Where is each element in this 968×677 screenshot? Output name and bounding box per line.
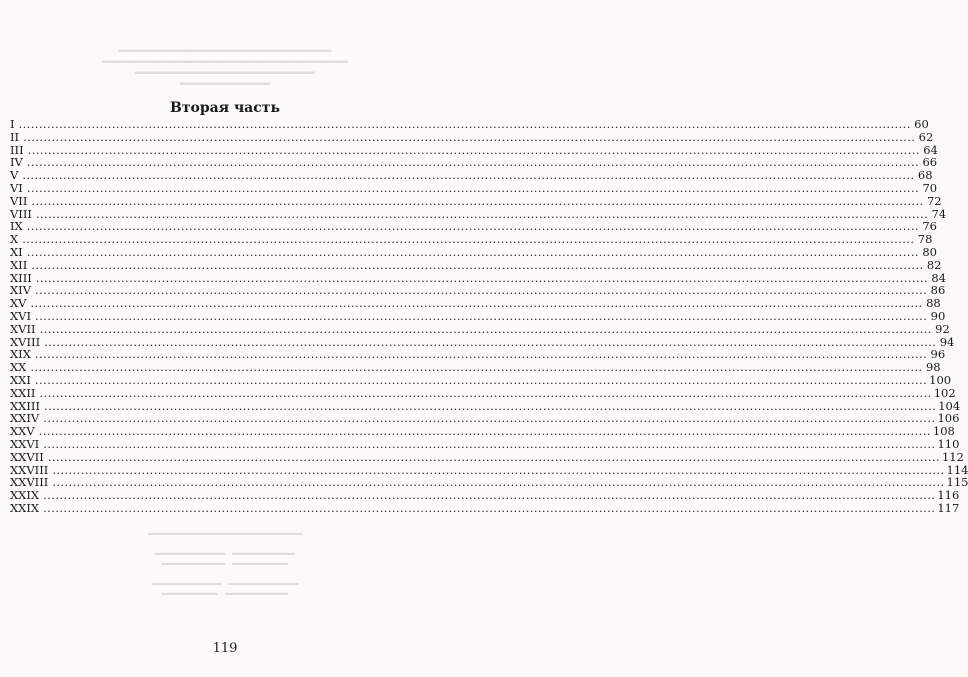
toc-entry-label: XII	[10, 257, 28, 272]
toc-entry	[10, 449, 964, 464]
bleed-through-text-top: ▬▬▬▬▬▬▬▬▬▬▬▬▬▬▬▬▬▬▬▬▬▬▬▬▬▬ ▬▬▬▬▬▬▬▬▬▬▬▬▬▬▬▬▬▬▬▬▬▬▬▬▬▬▬▬▬▬ ▬▬▬▬▬▬▬▬▬▬▬▬▬▬▬▬▬▬▬▬▬▬ ▬▬▬▬▬▬▬▬▬▬▬	[102, 45, 348, 87]
toc-entry-page: 76	[922, 219, 937, 234]
toc-entry-page: 62	[918, 129, 934, 144]
toc-entry-label: XIV	[10, 283, 32, 298]
dot-leader: ............................................................................................................................................................................................................................	[18, 117, 911, 131]
toc-entry-label: XVI	[10, 308, 32, 323]
dot-leader: ............................................................................................................................................................................................................................	[52, 475, 945, 490]
toc-entry	[10, 193, 942, 208]
toc-entry-page: 92	[935, 321, 950, 336]
dot-leader: ............................................................................................................................................................................................................................	[35, 283, 928, 298]
toc-entry-page: 60	[914, 117, 929, 131]
dot-leader: ............................................................................................................................................................................................................................	[22, 168, 915, 183]
toc-entry-page: 110	[937, 436, 960, 451]
bleed-through-text-bottom: ▬▬▬▬▬▬▬▬▬▬▬▬▬▬▬▬▬▬▬▬▬▬ ▬▬▬▬▬▬▬▬▬▬ ▬▬▬▬▬▬▬▬▬ ▬▬▬▬▬▬▬▬▬ ▬▬▬▬▬▬▬▬ ▬▬▬▬▬▬▬▬▬▬ ▬▬▬▬▬▬▬▬▬▬ ▬▬▬▬▬▬▬▬ ▬▬▬▬▬▬▬▬▬	[148, 529, 302, 597]
toc-entry-page: 104	[938, 398, 961, 413]
toc-entry	[10, 500, 960, 515]
toc-entry-page: 70	[922, 180, 938, 195]
toc-entry-label: XIX	[10, 347, 31, 362]
toc-entry-page: 66	[922, 155, 938, 170]
toc-entry-page: 86	[930, 283, 946, 298]
dot-leader: ............................................................................................................................................................................................................................	[26, 219, 919, 234]
toc-entry-page: 117	[937, 500, 960, 515]
toc-entry-label: XX	[10, 360, 27, 375]
dot-leader: ............................................................................................................................................................................................................................	[35, 270, 929, 285]
toc-entry-label: VII	[10, 193, 28, 208]
dot-leader: ............................................................................................................................................................................................................................	[47, 449, 940, 464]
dot-leader: ............................................................................................................................................................................................................................	[39, 321, 932, 336]
toc-entry-label: X	[10, 232, 19, 247]
toc-entry-label: XXV	[10, 424, 35, 439]
dot-leader: ............................................................................................................................................................................................................................	[26, 244, 919, 259]
table-of-contents	[10, 117, 968, 515]
dot-leader: ............................................................................................................................................................................................................................	[44, 398, 937, 413]
toc-entry-page: 80	[922, 244, 937, 259]
toc-entry-label: XI	[10, 244, 23, 259]
toc-entry-page: 100	[929, 372, 952, 387]
toc-entry	[10, 308, 946, 323]
toc-entry-label: XXIX	[10, 500, 40, 515]
toc-entry-page: 98	[925, 360, 941, 375]
toc-entry-label: XXII	[10, 385, 36, 400]
toc-entry-page: 82	[926, 257, 942, 272]
toc-entry-label: XXIV	[10, 411, 40, 426]
toc-entry-page: 88	[926, 296, 941, 311]
toc-entry-label: XXVIII	[10, 462, 49, 477]
toc-entry-label: XXVIII	[10, 475, 49, 490]
toc-entry-label: II	[10, 129, 20, 144]
dot-leader: ............................................................................................................................................................................................................................	[30, 296, 923, 311]
toc-entry	[10, 321, 950, 336]
dot-leader: ............................................................................................................................................................................................................................	[52, 462, 945, 477]
toc-entry-page: 68	[917, 168, 933, 183]
toc-entry-page: 114	[946, 462, 968, 477]
toc-entry-label: XXVII	[10, 449, 44, 464]
toc-entry-page: 78	[917, 232, 933, 247]
toc-entry-label: XVII	[10, 321, 36, 336]
toc-entry-label: V	[10, 168, 19, 183]
toc-entry-page: 112	[941, 449, 964, 464]
toc-entry-label: XXIX	[10, 488, 40, 503]
toc-entry-page: 115	[946, 475, 968, 490]
section-title: Вторая часть	[170, 100, 280, 116]
toc-entry-page: 108	[932, 424, 955, 439]
toc-entry-label: VIII	[10, 206, 32, 221]
toc-entry-page: 102	[933, 385, 956, 400]
dot-leader: ............................................................................................................................................................................................................................	[31, 257, 924, 272]
toc-entry	[10, 117, 929, 131]
toc-entry-page: 64	[923, 142, 938, 157]
toc-entry	[10, 257, 942, 272]
toc-entry	[10, 488, 960, 503]
page-number: 119	[212, 641, 238, 656]
toc-entry-label: III	[10, 142, 24, 157]
dot-leader: ............................................................................................................................................................................................................................	[26, 180, 920, 195]
toc-entry-label: XXIII	[10, 398, 41, 413]
dot-leader: ............................................................................................................................................................................................................................	[43, 500, 936, 515]
toc-entry	[10, 129, 934, 144]
dot-leader: ............................................................................................................................................................................................................................	[22, 232, 915, 247]
toc-entry-label: XVIII	[10, 334, 41, 349]
toc-entry	[10, 180, 938, 195]
toc-entry	[10, 436, 960, 451]
toc-entry	[10, 424, 955, 439]
toc-entry-label: VI	[10, 180, 23, 195]
dot-leader: ............................................................................................................................................................................................................................	[39, 385, 932, 400]
toc-entry-label: XV	[10, 296, 27, 311]
toc-entry-label: XIII	[10, 270, 32, 285]
dot-leader: ............................................................................................................................................................................................................................	[23, 129, 916, 144]
toc-entry-page: 90	[930, 308, 946, 323]
toc-entry-label: XXVI	[10, 436, 40, 451]
dot-leader: ............................................................................................................................................................................................................................	[43, 411, 936, 426]
toc-entry-label: I	[10, 117, 15, 131]
dot-leader: ............................................................................................................................................................................................................................	[34, 372, 928, 387]
toc-entry-label: IV	[10, 155, 23, 170]
dot-leader: ............................................................................................................................................................................................................................	[26, 155, 920, 170]
toc-entry	[10, 244, 937, 259]
toc-entry-page: 72	[926, 193, 942, 208]
toc-entry-page: 96	[930, 347, 946, 362]
toc-entry-label: XXI	[10, 372, 31, 387]
dot-leader: ............................................................................................................................................................................................................................	[31, 193, 924, 208]
dot-leader: ............................................................................................................................................................................................................................	[43, 436, 936, 451]
toc-entry-page: 116	[937, 488, 960, 503]
dot-leader: ............................................................................................................................................................................................................................	[35, 206, 929, 221]
dot-leader: ............................................................................................................................................................................................................................	[44, 334, 937, 349]
dot-leader: ............................................................................................................................................................................................................................	[43, 488, 936, 503]
dot-leader: ............................................................................................................................................................................................................................	[27, 142, 920, 157]
dot-leader: ............................................................................................................................................................................................................................	[34, 347, 928, 362]
toc-entry	[10, 385, 956, 400]
dot-leader: ............................................................................................................................................................................................................................	[38, 424, 931, 439]
toc-entry-page: 106	[937, 411, 960, 426]
toc-entry-page: 74	[931, 206, 947, 221]
toc-entry-page: 94	[939, 334, 955, 349]
toc-entry	[10, 372, 952, 387]
toc-entry-label: IX	[10, 219, 23, 234]
dot-leader: ............................................................................................................................................................................................................................	[35, 308, 928, 323]
toc-entry-page: 84	[931, 270, 947, 285]
dot-leader: ............................................................................................................................................................................................................................	[30, 360, 923, 375]
